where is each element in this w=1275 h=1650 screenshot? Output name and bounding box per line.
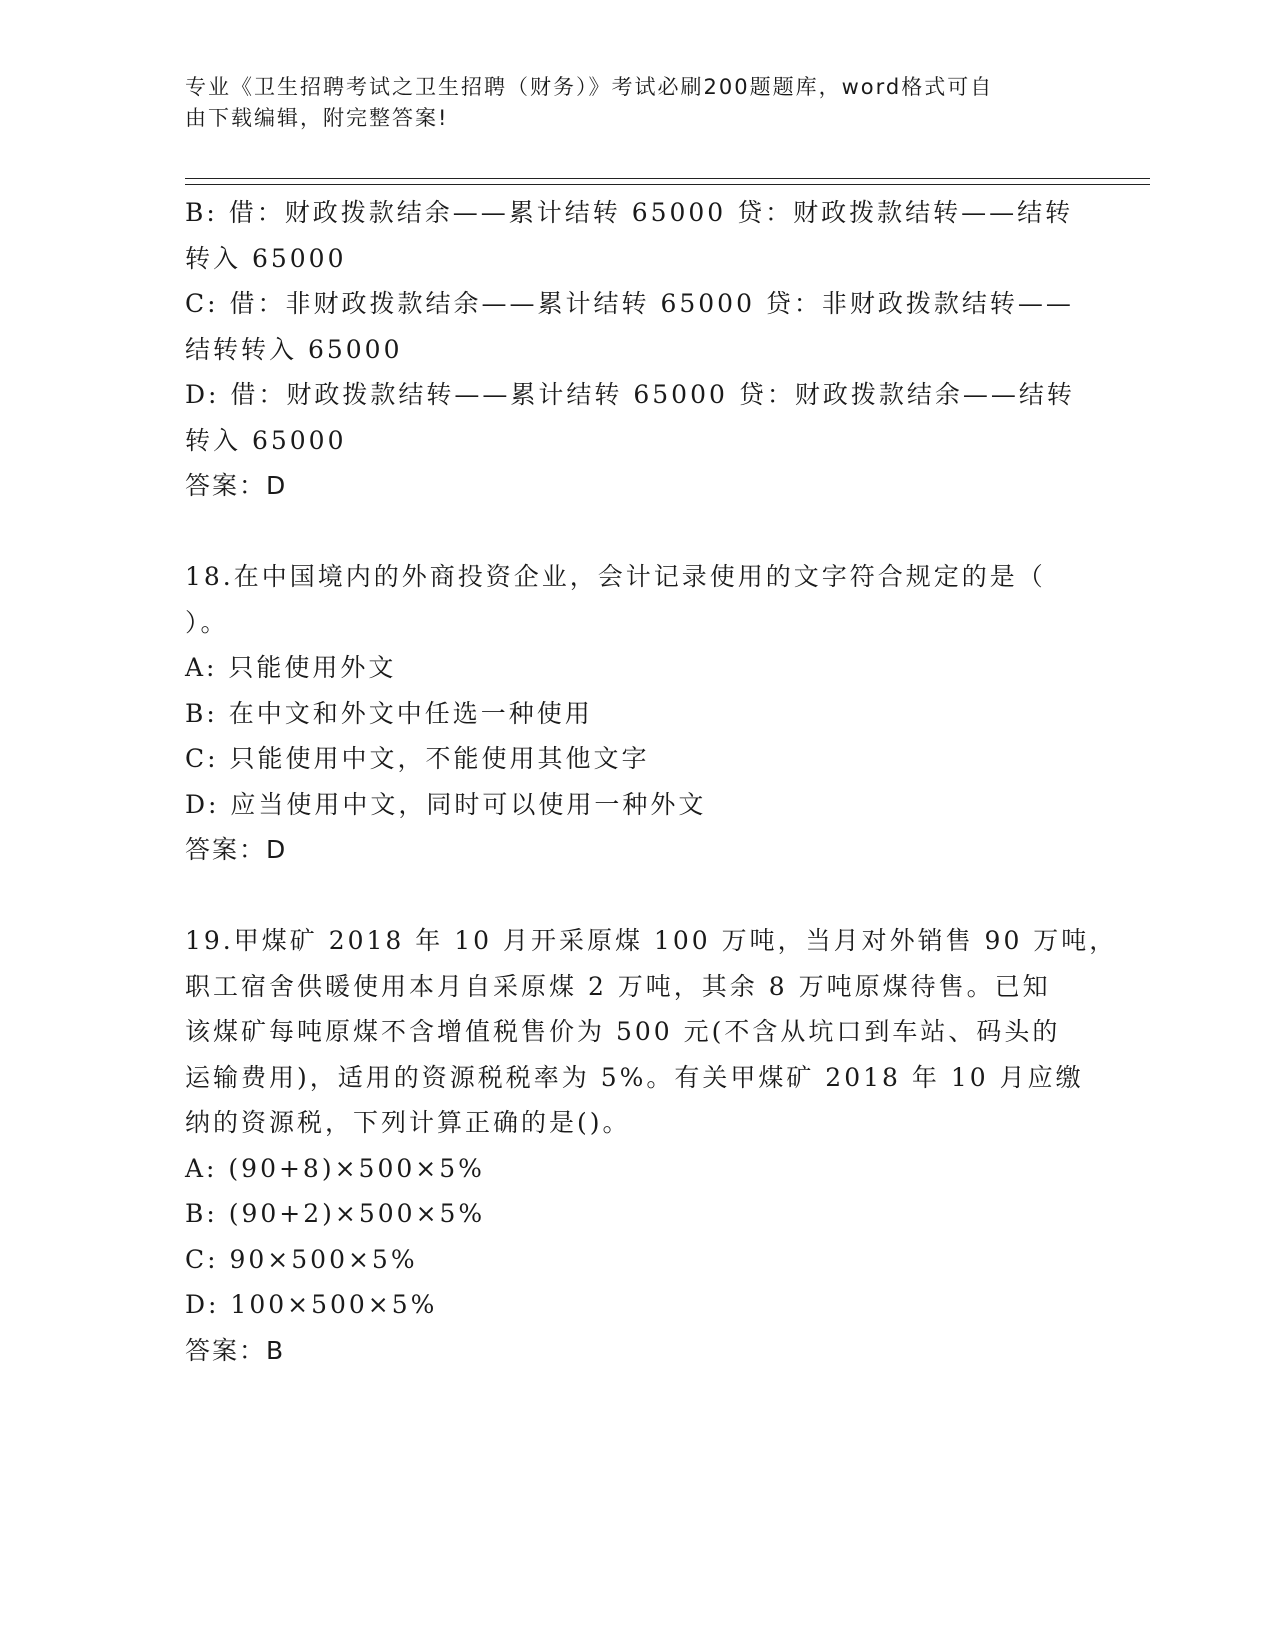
q17-option-d-line-1: D: 借：财政拨款结转——累计结转 65000 贷：财政拨款结余——结转 [185, 380, 1075, 409]
header-line-2: 由下载编辑，附完整答案! [185, 106, 449, 130]
q19-option-b: B: (90+2)×500×5% [185, 1199, 486, 1228]
page-header [185, 72, 1065, 134]
q19-answer: 答案：B [185, 1335, 286, 1365]
document-body [185, 190, 1118, 1373]
q19-option-d: D: 100×500×5% [185, 1290, 438, 1319]
q17-option-c-line-1: C: 借：非财政拨款结余——累计结转 65000 贷：非财政拨款结转—— [185, 289, 1074, 318]
q17-answer: 答案：D [185, 471, 288, 500]
q19-stem-line-5: 纳的资源税，下列计算正确的是()。 [185, 1108, 631, 1137]
spacer [185, 873, 1085, 919]
q18-option-c: C: 只能使用中文，不能使用其他文字 [185, 744, 650, 773]
q19-stem-line-1: 19.甲煤矿 2018 年 10 月开采原煤 100 万吨，当月对外销售 90 万吨， [185, 926, 1118, 955]
q18-answer: 答案：D [185, 835, 288, 864]
q17-option-b-line-2: 转入 65000 [185, 243, 347, 273]
q19-option-c: C: 90×500×5% [185, 1244, 418, 1274]
q19-option-a: A: (90+8)×500×5% [185, 1153, 485, 1183]
q17-option-c-line-2: 结转转入 65000 [185, 334, 403, 364]
question-18 [185, 554, 1085, 873]
q19-stem-line-3: 该煤矿每吨原煤不含增值税售价为 500 元(不含从坑口到车站、码头的 [185, 1017, 1061, 1046]
question-19 [185, 918, 1118, 1373]
q18-option-d: D: 应当使用中文，同时可以使用一种外文 [185, 789, 707, 819]
q19-stem-line-4: 运输费用)，适用的资源税税率为 5%。有关甲煤矿 2018 年 10 月应缴 [185, 1062, 1084, 1092]
q18-option-b: B: 在中文和外文中任选一种使用 [185, 698, 593, 728]
question-17 [185, 190, 1085, 509]
q19-stem-line-2: 职工宿舍供暖使用本月自采原煤 2 万吨，其余 8 万吨原煤待售。已知 [185, 971, 1051, 1001]
spacer [185, 509, 1085, 555]
q17-option-d-line-2: 转入 65000 [185, 425, 347, 455]
header-rule-bottom [185, 184, 1150, 185]
header-line-1: 专业《卫生招聘考试之卫生招聘（财务）》考试必刷200题题库，word格式可自 [185, 75, 994, 99]
q18-stem-line-2: ）。 [185, 607, 229, 637]
q18-option-a: A: 只能使用外文 [185, 653, 397, 682]
q18-stem-line-1: 18.在中国境内的外商投资企业，会计记录使用的文字符合规定的是（ [185, 562, 1046, 591]
header-rule-top [185, 178, 1150, 179]
q17-option-b-line-1: B: 借：财政拨款结余——累计结转 65000 贷：财政拨款结转——结转 [185, 198, 1074, 227]
